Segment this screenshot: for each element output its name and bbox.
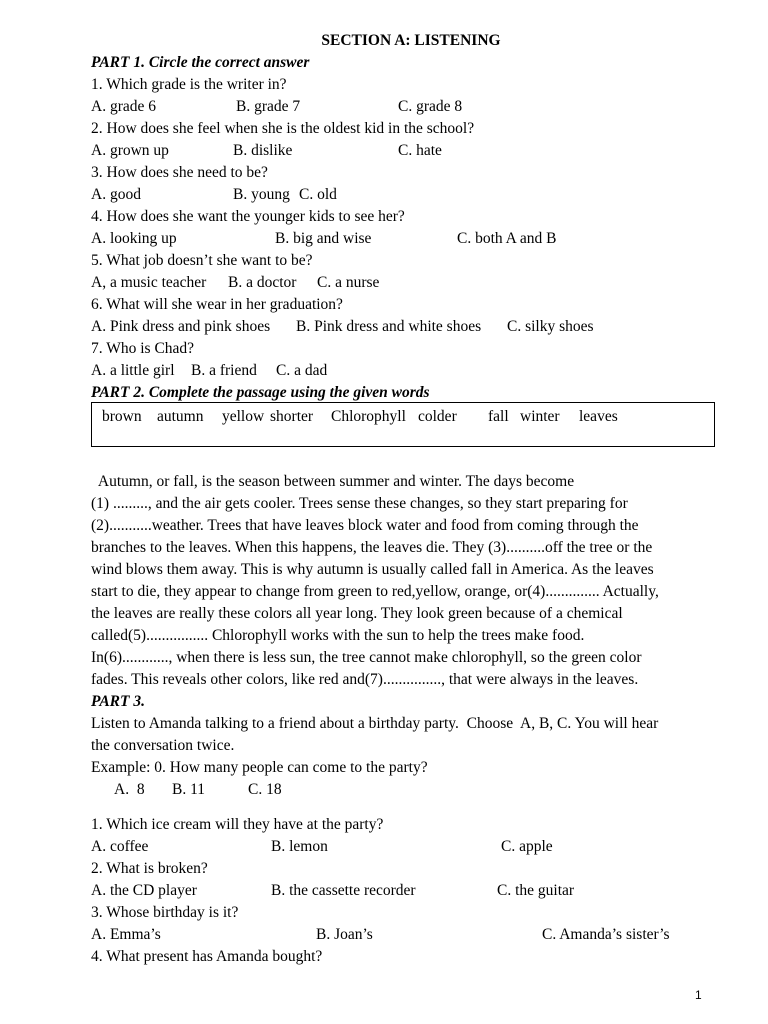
part1-q1-option-a: A. grade 6 bbox=[91, 98, 156, 115]
part1-q7: 7. Who is Chad? bbox=[91, 340, 195, 357]
part1-q6: 6. What will she wear in her graduation? bbox=[91, 296, 343, 313]
part3-q3-option-b: B. Joan’s bbox=[316, 926, 373, 943]
part1-q1-option-c: C. grade 8 bbox=[398, 98, 463, 115]
word-bank-item: brown bbox=[102, 408, 142, 425]
part3-q3: 3. Whose birthday is it? bbox=[91, 904, 239, 921]
part3-instruction-cont: the conversation twice. bbox=[91, 737, 235, 754]
passage-line: wind blows them away. This is why autumn is usually called fall in America. As the leaves bbox=[91, 561, 654, 578]
part1-q5-option-b: B. a doctor bbox=[228, 274, 297, 291]
passage-line: (2)...........weather. Trees that have leaves block water and food from coming through the bbox=[91, 517, 639, 534]
word-bank-item: fall bbox=[488, 408, 509, 425]
passage-line: start to die, they appear to change from green to red,yellow, orange, or(4).............. Actually, bbox=[91, 583, 659, 600]
part1-q5-option-c: C. a nurse bbox=[317, 274, 380, 291]
part3-q2: 2. What is broken? bbox=[91, 860, 208, 877]
part3-q3-option-a: A. Emma’s bbox=[91, 926, 161, 943]
passage-line: Autumn, or fall, is the season between summer and winter. The days become bbox=[91, 473, 575, 490]
part1-q6-option-a: A. Pink dress and pink shoes bbox=[91, 318, 271, 335]
part3-q2-option-a: A. the CD player bbox=[91, 882, 197, 899]
part1-q7-option-c: C. a dad bbox=[276, 362, 328, 379]
part1-q4-option-b: B. big and wise bbox=[275, 230, 372, 247]
part3-q2-option-b: B. the cassette recorder bbox=[271, 882, 416, 899]
part1-q1-option-b: B. grade 7 bbox=[236, 98, 301, 115]
part1-q3-option-a: A. good bbox=[91, 186, 141, 203]
part3-example-option-b: B. 11 bbox=[172, 781, 206, 798]
passage-line: (1) ........., and the air gets cooler. Trees sense these changes, so they start preparing for bbox=[91, 495, 628, 512]
part1-q3-option-b: B. young bbox=[233, 186, 290, 203]
word-bank-item: shorter bbox=[270, 408, 314, 425]
section-title: SECTION A: LISTENING bbox=[321, 32, 501, 49]
part3-q2-option-c: C. the guitar bbox=[497, 882, 575, 899]
word-bank-item: colder bbox=[418, 408, 457, 425]
part1-q4-option-c: C. both A and B bbox=[457, 230, 557, 247]
part3-example-option-c: C. 18 bbox=[248, 781, 282, 798]
part3-q1: 1. Which ice cream will they have at the party? bbox=[91, 816, 384, 833]
part1-q2-option-c: C. hate bbox=[398, 142, 442, 159]
part1-q3: 3. How does she need to be? bbox=[91, 164, 268, 181]
passage-line: the leaves are really these colors all year long. They look green because of a chemical bbox=[91, 605, 623, 622]
word-bank-item: Chlorophyll bbox=[331, 408, 406, 425]
part1-q3-option-c: C. old bbox=[299, 186, 337, 203]
part3-q4: 4. What present has Amanda bought? bbox=[91, 948, 323, 965]
part3-example: Example: 0. How many people can come to the party? bbox=[91, 759, 428, 776]
part1-q4-option-a: A. looking up bbox=[91, 230, 177, 247]
part1-q1: 1. Which grade is the writer in? bbox=[91, 76, 287, 93]
word-bank-item: winter bbox=[520, 408, 560, 425]
passage-line: called(5)................ Chlorophyll works with the sun to help the trees make food. bbox=[91, 627, 585, 644]
part1-q2-option-a: A. grown up bbox=[91, 142, 169, 159]
part3-q1-option-b: B. lemon bbox=[271, 838, 328, 855]
word-bank-item: yellow bbox=[222, 408, 265, 425]
part1-q5: 5. What job doesn’t she want to be? bbox=[91, 252, 313, 269]
passage-line: In(6)............, when there is less sun, the tree cannot make chlorophyll, so the green color bbox=[91, 649, 642, 666]
passage-line: branches to the leaves. When this happens, the leaves die. They (3)..........off the tree or the bbox=[91, 539, 653, 556]
part2-heading: PART 2. Complete the passage using the given words bbox=[91, 384, 430, 401]
part3-example-option-a: A. 8 bbox=[114, 781, 145, 798]
part1-heading: PART 1. Circle the correct answer bbox=[91, 54, 310, 71]
passage-line: fades. This reveals other colors, like red and(7)..............., that were always in the leaves. bbox=[91, 671, 639, 688]
part1-q6-option-b: B. Pink dress and white shoes bbox=[296, 318, 482, 335]
part1-q2: 2. How does she feel when she is the oldest kid in the school? bbox=[91, 120, 475, 137]
part1-q4: 4. How does she want the younger kids to see her? bbox=[91, 208, 405, 225]
part3-q1-option-c: C. apple bbox=[501, 838, 553, 855]
part1-q7-option-a: A. a little girl bbox=[91, 362, 175, 379]
part1-q6-option-c: C. silky shoes bbox=[507, 318, 594, 335]
part3-q3-option-c: C. Amanda’s sister’s bbox=[542, 926, 670, 943]
part3-instruction: Listen to Amanda talking to a friend about a birthday party. Choose A, B, C. You will hear bbox=[91, 715, 659, 732]
part1-q2-option-b: B. dislike bbox=[233, 142, 293, 159]
part1-q5-option-a: A, a music teacher bbox=[91, 274, 207, 291]
word-bank-item: autumn bbox=[157, 408, 204, 425]
part3-heading: PART 3. bbox=[91, 693, 145, 710]
part1-q7-option-b: B. a friend bbox=[191, 362, 257, 379]
word-bank-box bbox=[91, 402, 715, 447]
page-number: 1 bbox=[695, 988, 702, 1002]
part3-q1-option-a: A. coffee bbox=[91, 838, 149, 855]
word-bank-item: leaves bbox=[579, 408, 618, 425]
